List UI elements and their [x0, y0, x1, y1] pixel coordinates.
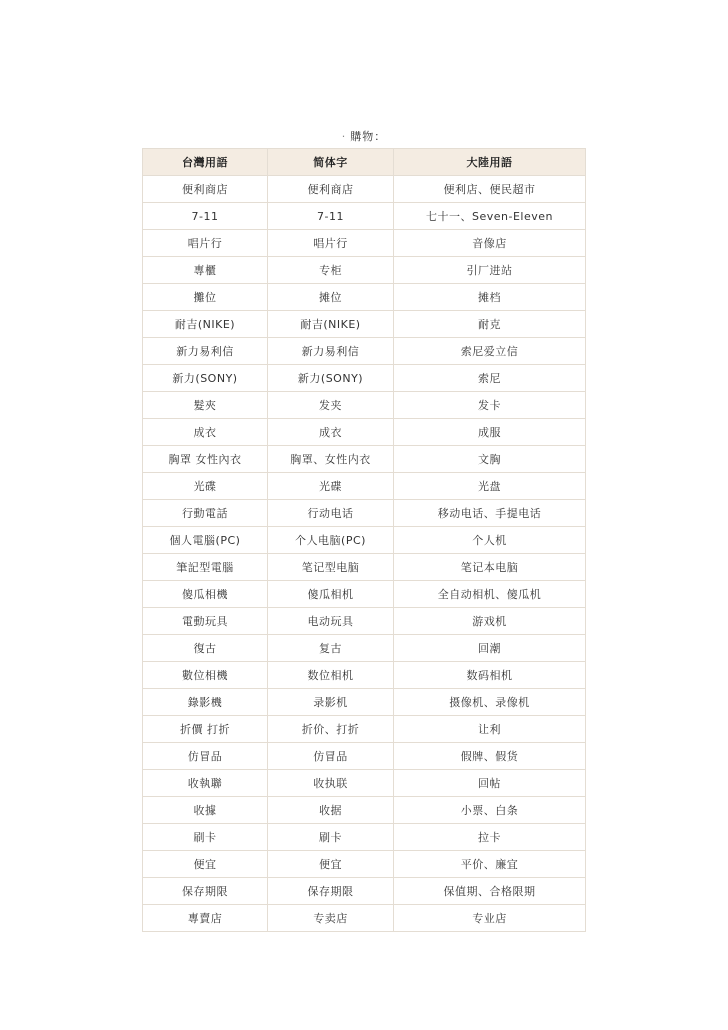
cell-taiwan-term: 數位相機	[143, 662, 268, 689]
cell-simplified-term: 新力(SONY)	[268, 365, 394, 392]
cell-taiwan-term: 刷卡	[143, 824, 268, 851]
cell-mainland-term: 回潮	[394, 635, 586, 662]
cell-simplified-term: 收据	[268, 797, 394, 824]
cell-simplified-term: 便宜	[268, 851, 394, 878]
table-row	[143, 743, 586, 770]
cell-mainland-term: 拉卡	[394, 824, 586, 851]
cell-taiwan-term: 個人電腦(PC)	[143, 527, 268, 554]
cell-mainland-term: 摄像机、录像机	[394, 689, 586, 716]
cell-simplified-term: 行动电话	[268, 500, 394, 527]
cell-mainland-term: 耐克	[394, 311, 586, 338]
cell-mainland-term: 个人机	[394, 527, 586, 554]
table-row	[143, 662, 586, 689]
cell-simplified-term: 仿冒品	[268, 743, 394, 770]
table-row	[143, 770, 586, 797]
table-row	[143, 473, 586, 500]
cell-taiwan-term: 行動電話	[143, 500, 268, 527]
cell-taiwan-term: 收執聯	[143, 770, 268, 797]
section-heading	[0, 128, 728, 144]
table-row	[143, 500, 586, 527]
cell-taiwan-term: 髮夾	[143, 392, 268, 419]
cell-mainland-term: 回帖	[394, 770, 586, 797]
cell-mainland-term: 光盘	[394, 473, 586, 500]
cell-simplified-term: 便利商店	[268, 176, 394, 203]
cell-taiwan-term: 唱片行	[143, 230, 268, 257]
cell-mainland-term: 笔记本电脑	[394, 554, 586, 581]
column-header-taiwan: 台灣用語	[143, 149, 268, 176]
table-row	[143, 365, 586, 392]
cell-mainland-term: 索尼	[394, 365, 586, 392]
cell-mainland-term: 保值期、合格限期	[394, 878, 586, 905]
cell-taiwan-term: 7-11	[143, 203, 268, 230]
cell-simplified-term: 唱片行	[268, 230, 394, 257]
cell-mainland-term: 成服	[394, 419, 586, 446]
cell-mainland-term: 发卡	[394, 392, 586, 419]
table-row	[143, 176, 586, 203]
table-row	[143, 797, 586, 824]
terminology-table	[142, 148, 586, 932]
cell-mainland-term: 七十一、Seven-Eleven	[394, 203, 586, 230]
cell-taiwan-term: 電動玩具	[143, 608, 268, 635]
cell-mainland-term: 专业店	[394, 905, 586, 932]
table-row	[143, 284, 586, 311]
cell-simplified-term: 成衣	[268, 419, 394, 446]
cell-taiwan-term: 專賣店	[143, 905, 268, 932]
cell-mainland-term: 文胸	[394, 446, 586, 473]
cell-simplified-term: 发夹	[268, 392, 394, 419]
cell-simplified-term: 数位相机	[268, 662, 394, 689]
cell-simplified-term: 专卖店	[268, 905, 394, 932]
table-row	[143, 392, 586, 419]
cell-taiwan-term: 成衣	[143, 419, 268, 446]
cell-simplified-term: 保存期限	[268, 878, 394, 905]
cell-taiwan-term: 便利商店	[143, 176, 268, 203]
cell-simplified-term: 胸罩、女性内衣	[268, 446, 394, 473]
cell-taiwan-term: 專櫃	[143, 257, 268, 284]
cell-simplified-term: 耐吉(NIKE)	[268, 311, 394, 338]
cell-simplified-term: 个人电脑(PC)	[268, 527, 394, 554]
cell-simplified-term: 傻瓜相机	[268, 581, 394, 608]
bullet: ·	[341, 130, 347, 143]
cell-taiwan-term: 攤位	[143, 284, 268, 311]
cell-taiwan-term: 新力易利信	[143, 338, 268, 365]
table-row	[143, 257, 586, 284]
cell-simplified-term: 新力易利信	[268, 338, 394, 365]
cell-taiwan-term: 便宜	[143, 851, 268, 878]
cell-taiwan-term: 復古	[143, 635, 268, 662]
table-row	[143, 554, 586, 581]
cell-taiwan-term: 收據	[143, 797, 268, 824]
table-row	[143, 527, 586, 554]
cell-taiwan-term: 仿冒品	[143, 743, 268, 770]
table-row	[143, 851, 586, 878]
cell-simplified-term: 专柜	[268, 257, 394, 284]
cell-mainland-term: 便利店、便民超市	[394, 176, 586, 203]
cell-mainland-term: 小票、白条	[394, 797, 586, 824]
cell-mainland-term: 游戏机	[394, 608, 586, 635]
table-body	[143, 176, 586, 932]
table-row	[143, 419, 586, 446]
table-row	[143, 716, 586, 743]
cell-taiwan-term: 胸罩 女性內衣	[143, 446, 268, 473]
cell-taiwan-term: 折價 打折	[143, 716, 268, 743]
cell-mainland-term: 平价、廉宜	[394, 851, 586, 878]
cell-mainland-term: 让利	[394, 716, 586, 743]
header-row	[143, 149, 586, 176]
cell-mainland-term: 移动电话、手提电话	[394, 500, 586, 527]
cell-taiwan-term: 耐吉(NIKE)	[143, 311, 268, 338]
table-row	[143, 311, 586, 338]
table-row	[143, 635, 586, 662]
cell-simplified-term: 录影机	[268, 689, 394, 716]
column-header-simplified: 简体字	[268, 149, 394, 176]
cell-simplified-term: 折价、打折	[268, 716, 394, 743]
table-row	[143, 905, 586, 932]
cell-taiwan-term: 新力(SONY)	[143, 365, 268, 392]
table-row	[143, 446, 586, 473]
table-row	[143, 230, 586, 257]
cell-taiwan-term: 傻瓜相機	[143, 581, 268, 608]
cell-mainland-term: 假牌、假货	[394, 743, 586, 770]
cell-taiwan-term: 筆記型電腦	[143, 554, 268, 581]
cell-simplified-term: 光碟	[268, 473, 394, 500]
cell-simplified-term: 7-11	[268, 203, 394, 230]
cell-simplified-term: 摊位	[268, 284, 394, 311]
table-row	[143, 203, 586, 230]
cell-mainland-term: 音像店	[394, 230, 586, 257]
section-title: 購物：	[350, 130, 387, 143]
cell-taiwan-term: 錄影機	[143, 689, 268, 716]
cell-mainland-term: 全自动相机、傻瓜机	[394, 581, 586, 608]
table-row	[143, 338, 586, 365]
cell-simplified-term: 电动玩具	[268, 608, 394, 635]
table-row	[143, 608, 586, 635]
table-row	[143, 824, 586, 851]
cell-taiwan-term: 光碟	[143, 473, 268, 500]
column-header-mainland: 大陸用語	[394, 149, 586, 176]
cell-simplified-term: 刷卡	[268, 824, 394, 851]
cell-mainland-term: 数码相机	[394, 662, 586, 689]
table-row	[143, 878, 586, 905]
cell-mainland-term: 摊档	[394, 284, 586, 311]
cell-simplified-term: 收执联	[268, 770, 394, 797]
cell-taiwan-term: 保存期限	[143, 878, 268, 905]
cell-simplified-term: 笔记型电脑	[268, 554, 394, 581]
cell-simplified-term: 复古	[268, 635, 394, 662]
cell-mainland-term: 索尼爱立信	[394, 338, 586, 365]
cell-mainland-term: 引厂进站	[394, 257, 586, 284]
table-row	[143, 581, 586, 608]
table-row	[143, 689, 586, 716]
